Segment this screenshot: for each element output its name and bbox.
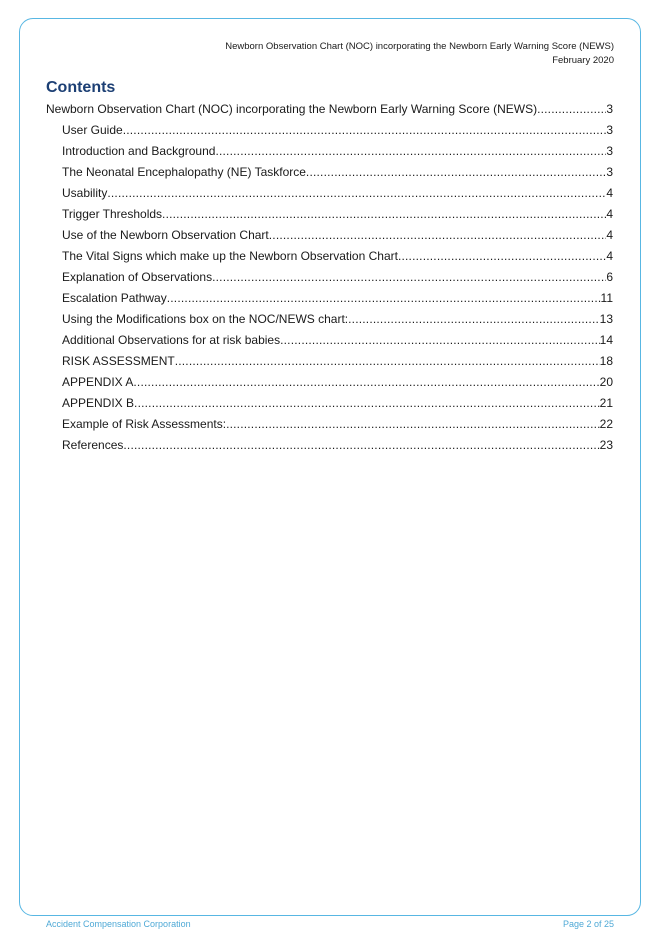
- toc-entry-page: 3: [606, 102, 613, 116]
- toc-entry[interactable]: [46, 375, 613, 396]
- toc-entry[interactable]: [46, 249, 613, 270]
- toc-entry-page: 3: [606, 165, 613, 179]
- toc-entry-page: 4: [606, 186, 613, 200]
- toc-entry[interactable]: [46, 354, 613, 375]
- toc-dot-leader: [269, 228, 607, 242]
- toc-entry[interactable]: [46, 312, 613, 333]
- toc-entry-title: Use of the Newborn Observation Chart: [62, 228, 269, 242]
- toc-entry-page: 11: [600, 291, 613, 305]
- toc-entry[interactable]: [46, 207, 613, 228]
- toc-entry[interactable]: [46, 396, 613, 417]
- toc-entry-title: Escalation Pathway: [62, 291, 167, 305]
- toc-dot-leader: [537, 102, 606, 116]
- page-header: [225, 40, 614, 68]
- toc-entry[interactable]: [46, 291, 613, 312]
- toc-entry[interactable]: [46, 270, 613, 291]
- toc-entry[interactable]: [46, 417, 613, 438]
- toc-dot-leader: [215, 144, 606, 158]
- toc-entry-page: 22: [599, 417, 613, 431]
- toc-entry-page: 6: [606, 270, 613, 284]
- page-footer: [46, 919, 614, 929]
- toc-dot-leader: [134, 396, 600, 410]
- toc-dot-leader: [398, 249, 606, 263]
- toc-entry-title: The Neonatal Encephalopathy (NE) Taskforce: [62, 165, 306, 179]
- toc-dot-leader: [348, 312, 600, 326]
- toc-entry-page: 14: [599, 333, 613, 347]
- toc-entry-title: Newborn Observation Chart (NOC) incorporating the Newborn Early Warning Score (NEWS): [46, 102, 538, 116]
- toc-entry-page: 4: [606, 228, 613, 242]
- toc-entry[interactable]: [46, 228, 613, 249]
- toc-entry-title: RISK ASSESSMENT: [62, 354, 175, 368]
- toc-dot-leader: [306, 165, 606, 179]
- toc-entry[interactable]: [46, 186, 613, 207]
- toc-entry-title: Additional Observations for at risk babies: [62, 333, 281, 347]
- toc-entry[interactable]: [46, 333, 613, 354]
- toc-entry-title: Introduction and Background: [62, 144, 216, 158]
- toc-entry-page: 3: [606, 144, 613, 158]
- toc-entry-page: 4: [606, 207, 613, 221]
- toc-entry-page: 21: [599, 396, 613, 410]
- toc-entry-title: The Vital Signs which make up the Newborn Observation Chart: [62, 249, 398, 263]
- toc-entry-title: Example of Risk Assessments:: [62, 417, 227, 431]
- toc-entry[interactable]: [46, 123, 613, 144]
- toc-entry[interactable]: [46, 102, 613, 123]
- toc-entry-title: Explanation of Observations: [62, 270, 213, 284]
- toc-entry-title: User Guide: [62, 123, 123, 137]
- toc-entry[interactable]: [46, 438, 613, 459]
- header-document-title: Newborn Observation Chart (NOC) incorporating the Newborn Early Warning Score (NEWS): [225, 41, 614, 52]
- toc-dot-leader: [226, 417, 600, 431]
- toc-entry-title: APPENDIX B: [62, 396, 135, 410]
- toc-entry-title: Usability: [62, 186, 108, 200]
- toc-entry[interactable]: [46, 144, 613, 165]
- toc-dot-leader: [280, 333, 600, 347]
- contents-heading: Contents: [46, 79, 116, 96]
- toc-entry-page: 18: [599, 354, 613, 368]
- toc-entry[interactable]: [46, 165, 613, 186]
- toc-entry-page: 3: [606, 123, 613, 137]
- footer-page-number: Page 2 of 25: [562, 919, 614, 929]
- toc-entry-page: 20: [599, 375, 613, 389]
- footer-organization: Accident Compensation Corporation: [46, 919, 191, 929]
- toc-entry-title: Trigger Thresholds: [62, 207, 163, 221]
- toc-dot-leader: [175, 354, 600, 368]
- toc-entry-page: 23: [599, 438, 613, 452]
- toc-entry-page: 13: [599, 312, 613, 326]
- header-date: February 2020: [552, 55, 614, 66]
- toc-entry-title: References: [62, 438, 124, 452]
- toc-dot-leader: [123, 438, 599, 452]
- toc-dot-leader: [107, 186, 606, 200]
- toc-entry-title: APPENDIX A: [62, 375, 134, 389]
- toc-entry-page: 4: [606, 249, 613, 263]
- toc-dot-leader: [162, 207, 606, 221]
- toc-dot-leader: [123, 123, 607, 137]
- table-of-contents: [46, 102, 613, 459]
- toc-entry-title: Using the Modifications box on the NOC/NEWS chart:: [62, 312, 349, 326]
- toc-dot-leader: [212, 270, 606, 284]
- toc-dot-leader: [167, 291, 601, 305]
- toc-dot-leader: [133, 375, 599, 389]
